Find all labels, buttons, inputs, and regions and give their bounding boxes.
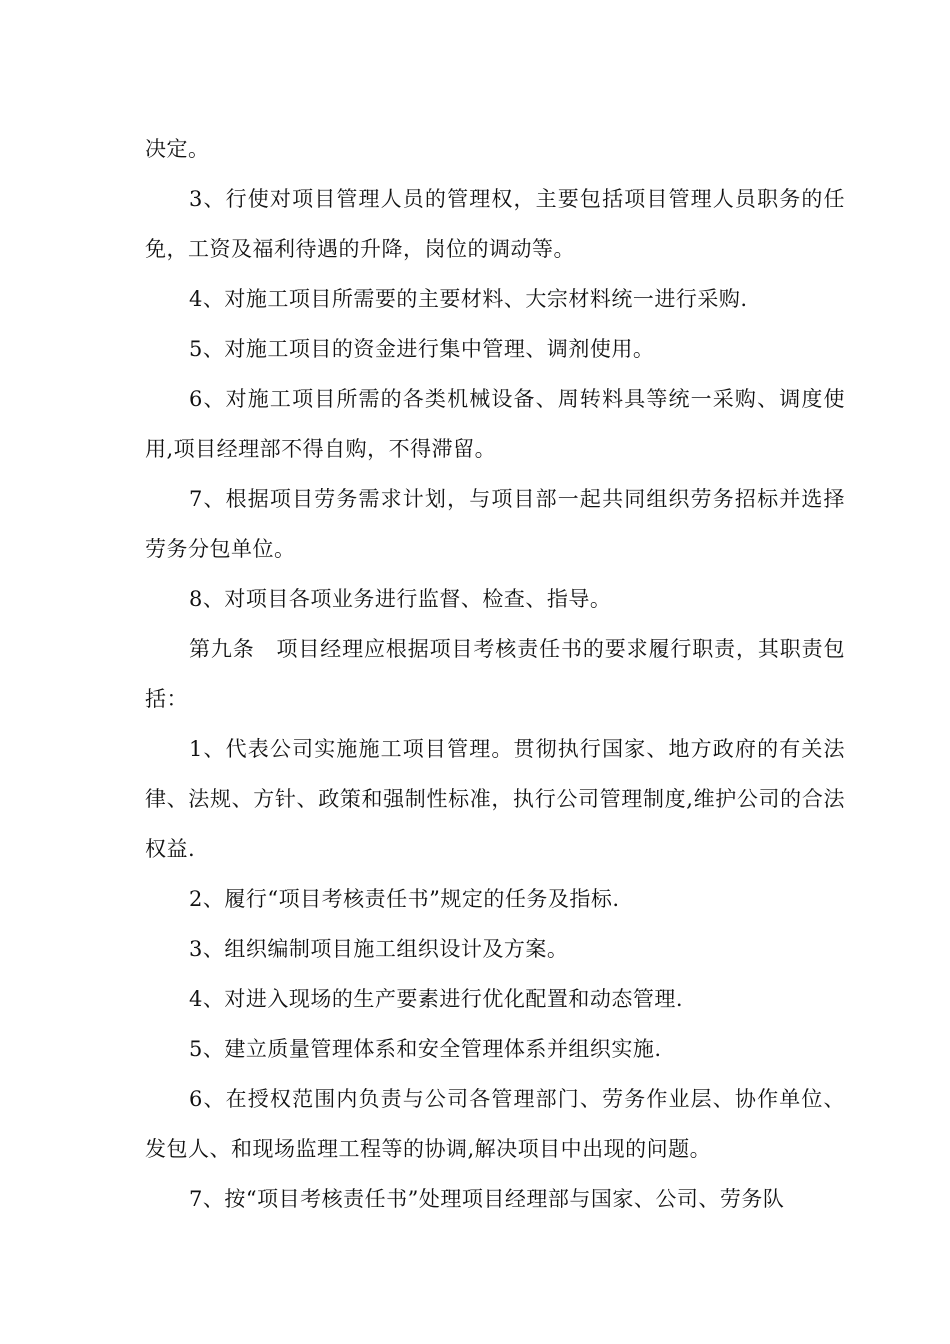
paragraph-2: 3、行使对项目管理人员的管理权，主要包括项目管理人员职务的任免，工资及福利待遇的升降，岗位的调动等。 [145, 187, 845, 261]
paragraph-5: 6、对施工项目所需的各类机械设备、周转料具等统一采购、调度使用,项目经理部不得自购，不得滞留。 [145, 387, 845, 461]
paragraph-12: 4、对进入现场的生产要素进行优化配置和动态管理. [189, 987, 684, 1011]
paragraph-4: 5、对施工项目的资金进行集中管理、调剂使用。 [189, 337, 655, 361]
article-nine-heading: 第九条 项目经理应根据项目考核责任书的要求履行职责，其职责包括： [145, 637, 845, 711]
paragraph-1: 决定。 [145, 137, 210, 161]
paragraph-15: 7、按“项目考核责任书”处理项目经理部与国家、公司、劳务队 [189, 1187, 785, 1211]
paragraph-6: 7、根据项目劳务需求计划，与项目部一起共同组织劳务招标并选择劳务分包单位。 [145, 487, 845, 561]
paragraph-9: 1、代表公司实施施工项目管理。贯彻执行国家、地方政府的有关法律、法规、方针、政策和强制性标准，执行公司管理制度,维护公司的合法权益. [145, 737, 845, 861]
paragraph-10: 2、履行“项目考核责任书”规定的任务及指标. [189, 887, 620, 911]
paragraph-13: 5、建立质量管理体系和安全管理体系并组织实施. [189, 1037, 662, 1061]
paragraph-3: 4、对施工项目所需要的主要材料、大宗材料统一进行采购. [189, 287, 748, 311]
paragraph-14: 6、在授权范围内负责与公司各管理部门、劳务作业层、协作单位、发包人、和现场监理工程等的协调,解决项目中出现的问题。 [145, 1087, 845, 1161]
document-body [145, 124, 845, 1224]
paragraph-7: 8、对项目各项业务进行监督、检查、指导。 [189, 587, 612, 611]
paragraph-11: 3、组织编制项目施工组织设计及方案。 [189, 937, 569, 961]
